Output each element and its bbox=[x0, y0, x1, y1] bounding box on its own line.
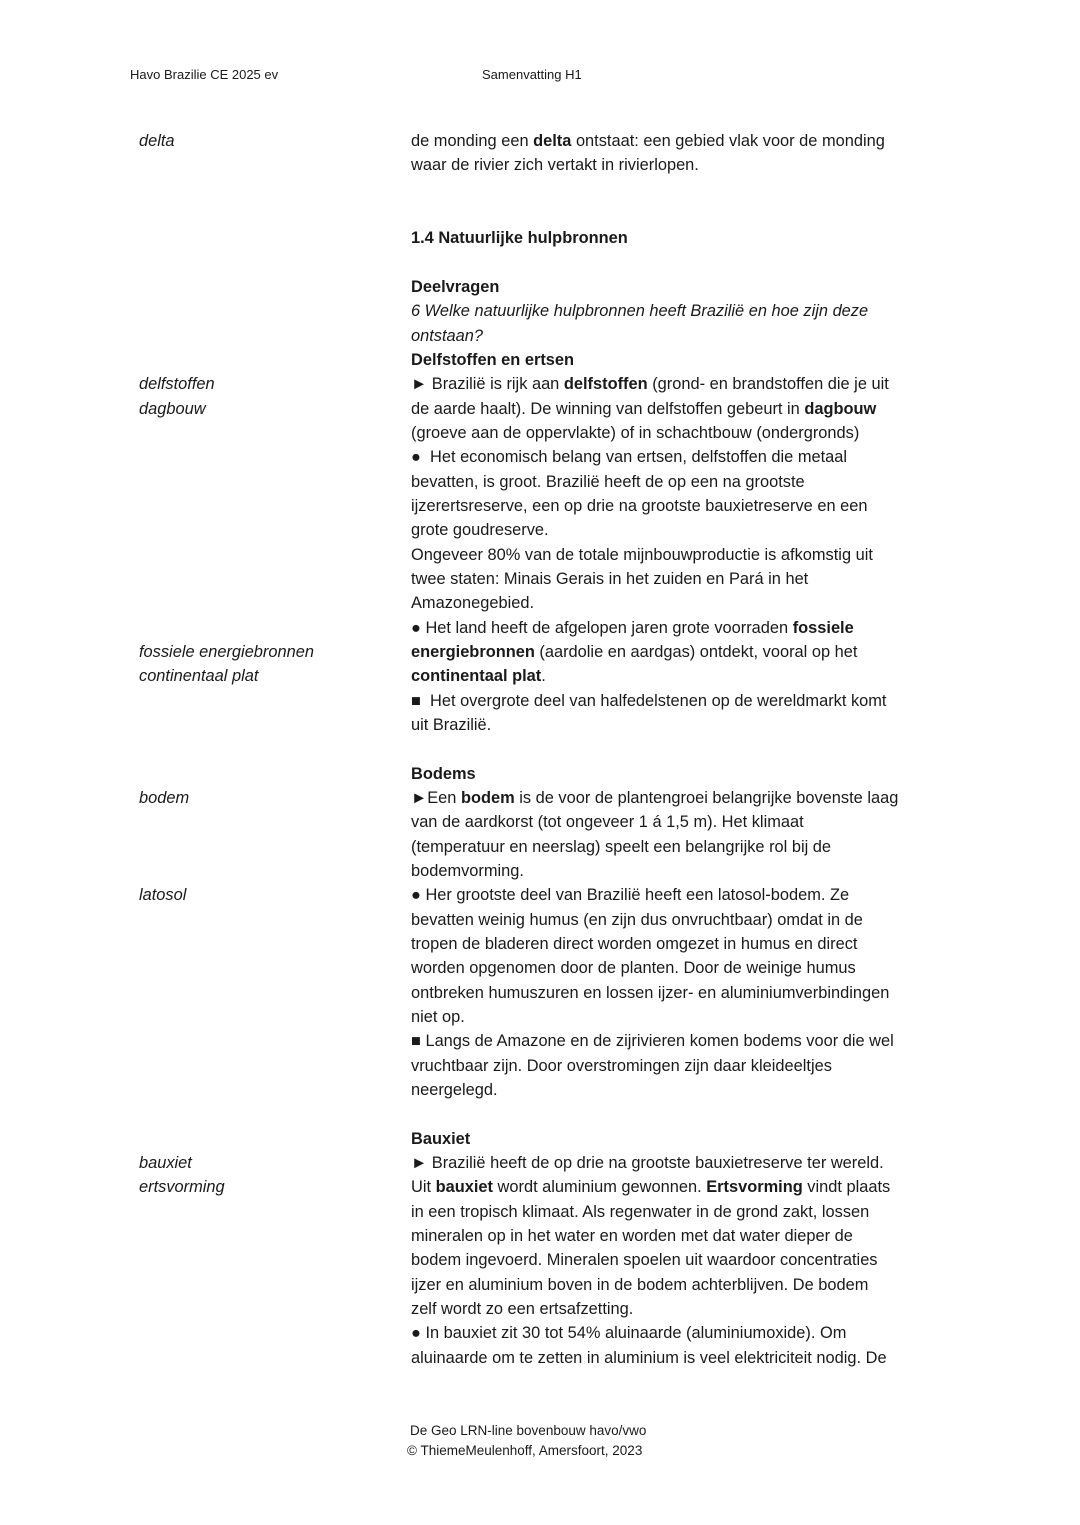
text-run: Ongeveer 80% van de totale mijnbouwproductie is afkomstig uit bbox=[411, 545, 873, 564]
text-line bbox=[411, 618, 854, 638]
text-run: uit Brazilië. bbox=[411, 715, 492, 734]
text-line bbox=[411, 910, 863, 930]
text-line bbox=[411, 496, 867, 516]
text-run: ● Her grootste deel van Brazilië heeft een latosol-bodem. Ze bbox=[411, 886, 850, 905]
margin-term: dagbouw bbox=[139, 399, 206, 418]
bold-text: dagbouw bbox=[804, 399, 877, 418]
text-line bbox=[411, 837, 831, 857]
text-run: bodemvorming. bbox=[411, 861, 524, 880]
text-run: ► Brazilië is rijk aan bbox=[411, 375, 564, 394]
text-run: ► Brazilië heeft de op drie na grootste bauxietreserve ter wereld. bbox=[411, 1153, 884, 1172]
text-line bbox=[411, 885, 849, 905]
bold-text: Ertsvorming bbox=[706, 1178, 803, 1197]
text-line bbox=[411, 1323, 846, 1343]
text-line bbox=[411, 569, 808, 589]
text-run: . bbox=[541, 667, 546, 686]
text-run: van de aardkorst (tot ongeveer 1 á 1,5 m). Het klimaat bbox=[411, 813, 804, 832]
header-center: Samenvatting H1 bbox=[482, 67, 582, 82]
text-line bbox=[411, 326, 483, 346]
text-line bbox=[411, 1202, 869, 1222]
italic-text: 6 Welke natuurlijke hulpbronnen heeft Brazilië en hoe zijn deze bbox=[411, 302, 869, 321]
bold-text: bodem bbox=[460, 788, 515, 807]
text-run: ● Het economisch belang van ertsen, delfstoffen die metaal bbox=[411, 448, 848, 467]
text-run: ■ Langs de Amazone en de zijrivieren komen bodems voor die wel bbox=[411, 1032, 894, 1051]
text-run: is de voor de plantengroei belangrijke bovenste laag bbox=[514, 788, 899, 807]
text-line bbox=[411, 715, 491, 735]
text-run: in een tropisch klimaat. Als regenwater in de grond zakt, lossen bbox=[411, 1202, 870, 1221]
text-run: Uit bbox=[411, 1178, 436, 1197]
bold-text: delfstoffen bbox=[563, 375, 648, 394]
margin-term: bauxiet bbox=[139, 1153, 192, 1172]
text-line bbox=[411, 1056, 832, 1076]
text-line bbox=[411, 1275, 868, 1295]
text-run: ►Een bbox=[411, 788, 461, 807]
text-run: (groeve aan de oppervlakte) of in schachtbouw (ondergronds) bbox=[411, 423, 860, 442]
text-run: aluinaarde om te zetten in aluminium is veel elektriciteit nodig. De bbox=[411, 1348, 887, 1367]
text-line bbox=[411, 1007, 465, 1027]
text-run: ● In bauxiet zit 30 tot 54% aluinaarde (aluminiumoxide). Om bbox=[411, 1324, 847, 1343]
bold-text: continentaal plat bbox=[411, 667, 542, 686]
text-run: bevatten, is groot. Brazilië heeft de op een na grootste bbox=[411, 472, 805, 491]
text-line bbox=[411, 983, 889, 1003]
margin-term: delfstoffen bbox=[139, 375, 215, 394]
margin-term: fossiele energiebronnen bbox=[139, 642, 314, 661]
text-line bbox=[411, 593, 534, 613]
text-run: (temperatuur en neerslag) speelt een belangrijke rol bij de bbox=[411, 837, 832, 856]
text-line bbox=[411, 1299, 633, 1319]
text-run: worden opgenomen door de planten. Door de weinige humus bbox=[411, 959, 856, 978]
text-run: grote goudreserve. bbox=[411, 521, 549, 540]
text-line bbox=[411, 812, 804, 832]
text-line bbox=[411, 423, 859, 443]
bold-text: Bauxiet bbox=[411, 1129, 471, 1148]
text-line bbox=[411, 691, 886, 711]
text-run: ijzer en aluminium boven in de bodem achterblijven. De bodem bbox=[411, 1275, 869, 1294]
text-line bbox=[411, 1348, 887, 1368]
text-line bbox=[411, 1153, 884, 1173]
text-line bbox=[411, 788, 898, 808]
footer-publication: De Geo LRN-line bovenbouw havo/vwo bbox=[410, 1423, 647, 1438]
text-run: twee staten: Minais Gerais in het zuiden en Pará in het bbox=[411, 569, 809, 588]
margin-term: latosol bbox=[139, 886, 187, 905]
text-line bbox=[411, 277, 499, 297]
margin-term: delta bbox=[139, 132, 175, 150]
text-run: ■ Het overgrote deel van halfedelstenen op de wereldmarkt komt bbox=[411, 691, 887, 710]
text-run: (aardolie en aardgas) ontdekt, vooral op het bbox=[534, 642, 858, 661]
text-run: ontbreken humuszuren en lossen ijzer- en aluminiumverbindingen bbox=[411, 983, 890, 1002]
text-line bbox=[411, 447, 847, 467]
text-line bbox=[411, 545, 873, 565]
text-line bbox=[411, 350, 574, 370]
text-run: vruchtbaar zijn. Door overstromingen zijn daar kleideeltjes bbox=[411, 1056, 832, 1075]
bold-text: delta bbox=[533, 132, 572, 150]
text-run: vindt plaats bbox=[802, 1178, 891, 1197]
text-run: wordt aluminium gewonnen. bbox=[492, 1178, 707, 1197]
text-run: tropen de bladeren direct worden omgezet in humus en direct bbox=[411, 934, 858, 953]
bold-text: Bodems bbox=[411, 764, 476, 783]
text-run: de aarde haalt). De winning van delfstoffen gebeurt in bbox=[411, 399, 805, 418]
margin-term: bodem bbox=[139, 788, 190, 807]
text-line bbox=[411, 301, 868, 321]
text-run: neergelegd. bbox=[411, 1080, 498, 1099]
text-line bbox=[411, 155, 699, 175]
text-run: Amazonegebied. bbox=[411, 594, 535, 613]
bold-text: fossiele bbox=[792, 618, 854, 637]
text-run: ● Het land heeft de afgelopen jaren grote voorraden bbox=[411, 618, 793, 637]
text-run: (grond- en brandstoffen die je uit bbox=[647, 375, 889, 394]
italic-text: ontstaan? bbox=[411, 326, 483, 345]
text-line bbox=[411, 374, 889, 394]
header-left: Havo Brazilie CE 2025 ev bbox=[130, 67, 279, 82]
text-run: bevatten weinig humus (en zijn dus onvruchtbaar) omdat in de bbox=[411, 910, 863, 929]
footer-copyright: © ThiemeMeulenhoff, Amersfoort, 2023 bbox=[407, 1443, 643, 1458]
text-line bbox=[411, 1031, 894, 1051]
text-line bbox=[411, 642, 857, 662]
text-line bbox=[411, 1080, 498, 1100]
text-line bbox=[411, 934, 857, 954]
text-line bbox=[411, 228, 628, 248]
text-run: waar de rivier zich vertakt in rivierlopen. bbox=[411, 156, 699, 175]
text-line bbox=[411, 666, 546, 686]
bold-text: Deelvragen bbox=[411, 277, 500, 296]
text-run: ijzerertsreserve, een op drie na grootste bauxietreserve en een bbox=[411, 496, 868, 515]
text-line bbox=[411, 861, 524, 881]
text-line bbox=[411, 399, 876, 419]
text-run: mineralen op in het water en worden met dat water dieper de bbox=[411, 1226, 853, 1245]
text-line bbox=[411, 520, 549, 540]
text-run: de monding een bbox=[411, 132, 534, 150]
bold-text: energiebronnen bbox=[411, 642, 535, 661]
margin-term: continentaal plat bbox=[139, 667, 259, 686]
text-line bbox=[411, 764, 476, 784]
text-run: niet op. bbox=[411, 1007, 465, 1026]
text-line bbox=[411, 131, 885, 151]
text-line bbox=[411, 1177, 890, 1197]
text-run: bodem ingevoerd. Mineralen spoelen uit waardoor concentraties bbox=[411, 1251, 878, 1270]
text-line bbox=[411, 958, 856, 978]
bold-text: 1.4 Natuurlijke hulpbronnen bbox=[411, 229, 628, 248]
text-line bbox=[411, 1250, 878, 1270]
text-line bbox=[411, 472, 805, 492]
text-run: ontstaat: een gebied vlak voor de monding bbox=[571, 132, 885, 150]
text-line bbox=[411, 1129, 470, 1149]
text-line bbox=[411, 1226, 853, 1246]
text-run: zelf wordt zo een ertsafzetting. bbox=[411, 1299, 634, 1318]
margin-term: ertsvorming bbox=[139, 1178, 225, 1197]
bold-text: bauxiet bbox=[435, 1178, 493, 1197]
bold-text: Delfstoffen en ertsen bbox=[411, 350, 575, 369]
